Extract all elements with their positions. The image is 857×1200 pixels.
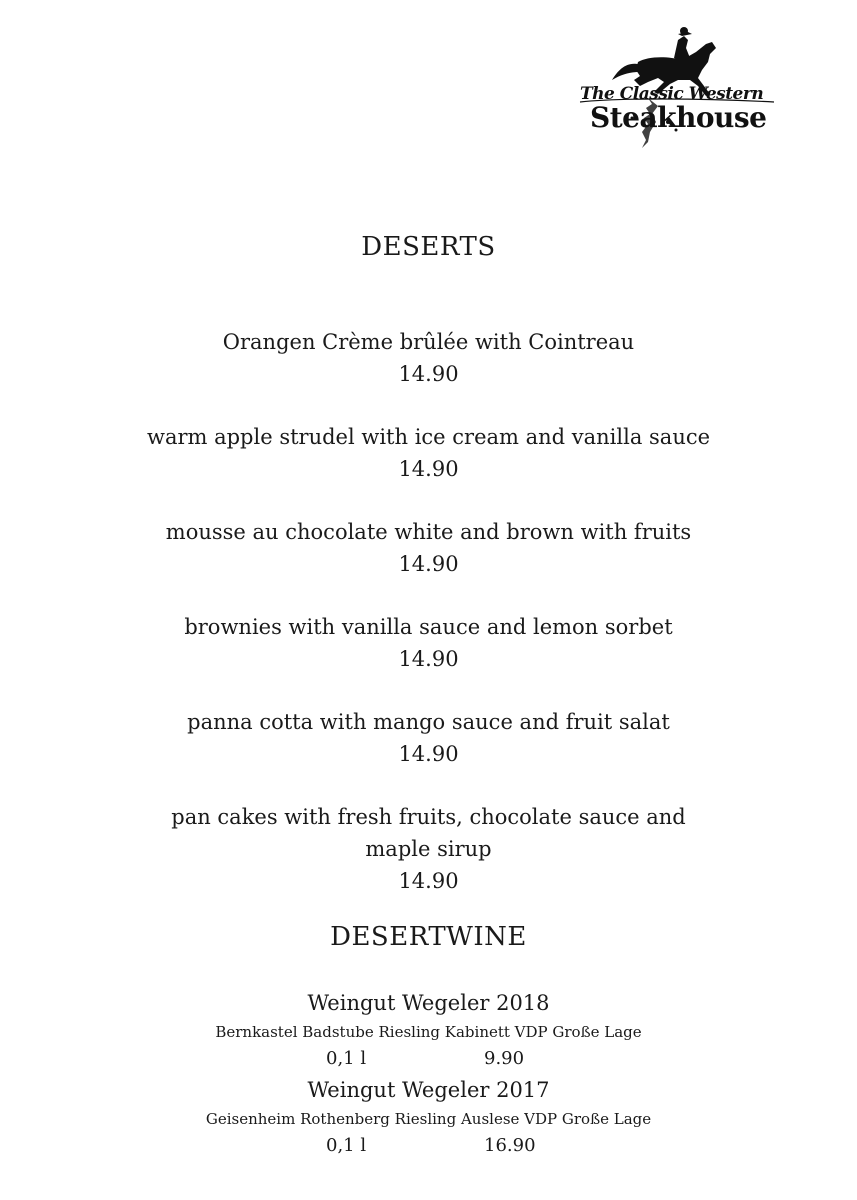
dessert-item xyxy=(109,516,749,580)
wine-price: 16.90 xyxy=(484,1135,536,1156)
logo-line-top: The Classic Western xyxy=(580,84,764,104)
dessert-price: 14.90 xyxy=(398,362,459,386)
wine-volume: 0,1 l xyxy=(326,1048,367,1069)
dessert-list xyxy=(0,326,857,928)
logo-line-bottom: Steakhouse xyxy=(590,101,767,134)
wine-list xyxy=(0,986,857,1160)
dessert-price: 14.90 xyxy=(398,869,459,893)
wine-volume: 0,1 l xyxy=(326,1135,367,1156)
dessert-name: pan cakes with fresh fruits, chocolate sauce and maple sirup xyxy=(171,805,686,861)
dessert-price: 14.90 xyxy=(398,552,459,576)
wine-description: Geisenheim Rothenberg Riesling Auslese VDP Große Lage xyxy=(205,1110,652,1128)
dessert-name: Orangen Crème brûlée with Cointreau xyxy=(222,330,635,354)
dessert-price: 14.90 xyxy=(398,742,459,766)
wine-price-row xyxy=(0,1132,857,1160)
wine-description: Bernkastel Badstube Riesling Kabinett VDP Große Lage xyxy=(215,1023,642,1041)
dessert-price: 14.90 xyxy=(398,457,459,481)
dessert-name: mousse au chocolate white and brown with fruits xyxy=(165,520,692,544)
dessert-wine-title: DESERTWINE xyxy=(330,922,527,952)
wine-producer: Weingut Wegeler 2018 xyxy=(307,991,550,1015)
dessert-item xyxy=(149,801,709,897)
wine-price-row xyxy=(0,1045,857,1073)
dessert-item xyxy=(129,706,729,770)
dessert-item xyxy=(129,326,729,390)
wine-item xyxy=(0,986,857,1073)
dessert-name: panna cotta with mango sauce and fruit salat xyxy=(187,710,670,734)
wine-item xyxy=(0,1073,857,1160)
wine-producer: Weingut Wegeler 2017 xyxy=(307,1078,550,1102)
dessert-name: brownies with vanilla sauce and lemon sorbet xyxy=(184,615,673,639)
dessert-item xyxy=(109,421,749,485)
dessert-name: warm apple strudel with ice cream and vanilla sauce xyxy=(146,425,711,449)
restaurant-logo xyxy=(578,22,778,154)
dessert-price: 14.90 xyxy=(398,647,459,671)
dessert-item xyxy=(129,611,729,675)
desserts-title: DESERTS xyxy=(361,232,496,262)
wine-price: 9.90 xyxy=(484,1048,525,1069)
